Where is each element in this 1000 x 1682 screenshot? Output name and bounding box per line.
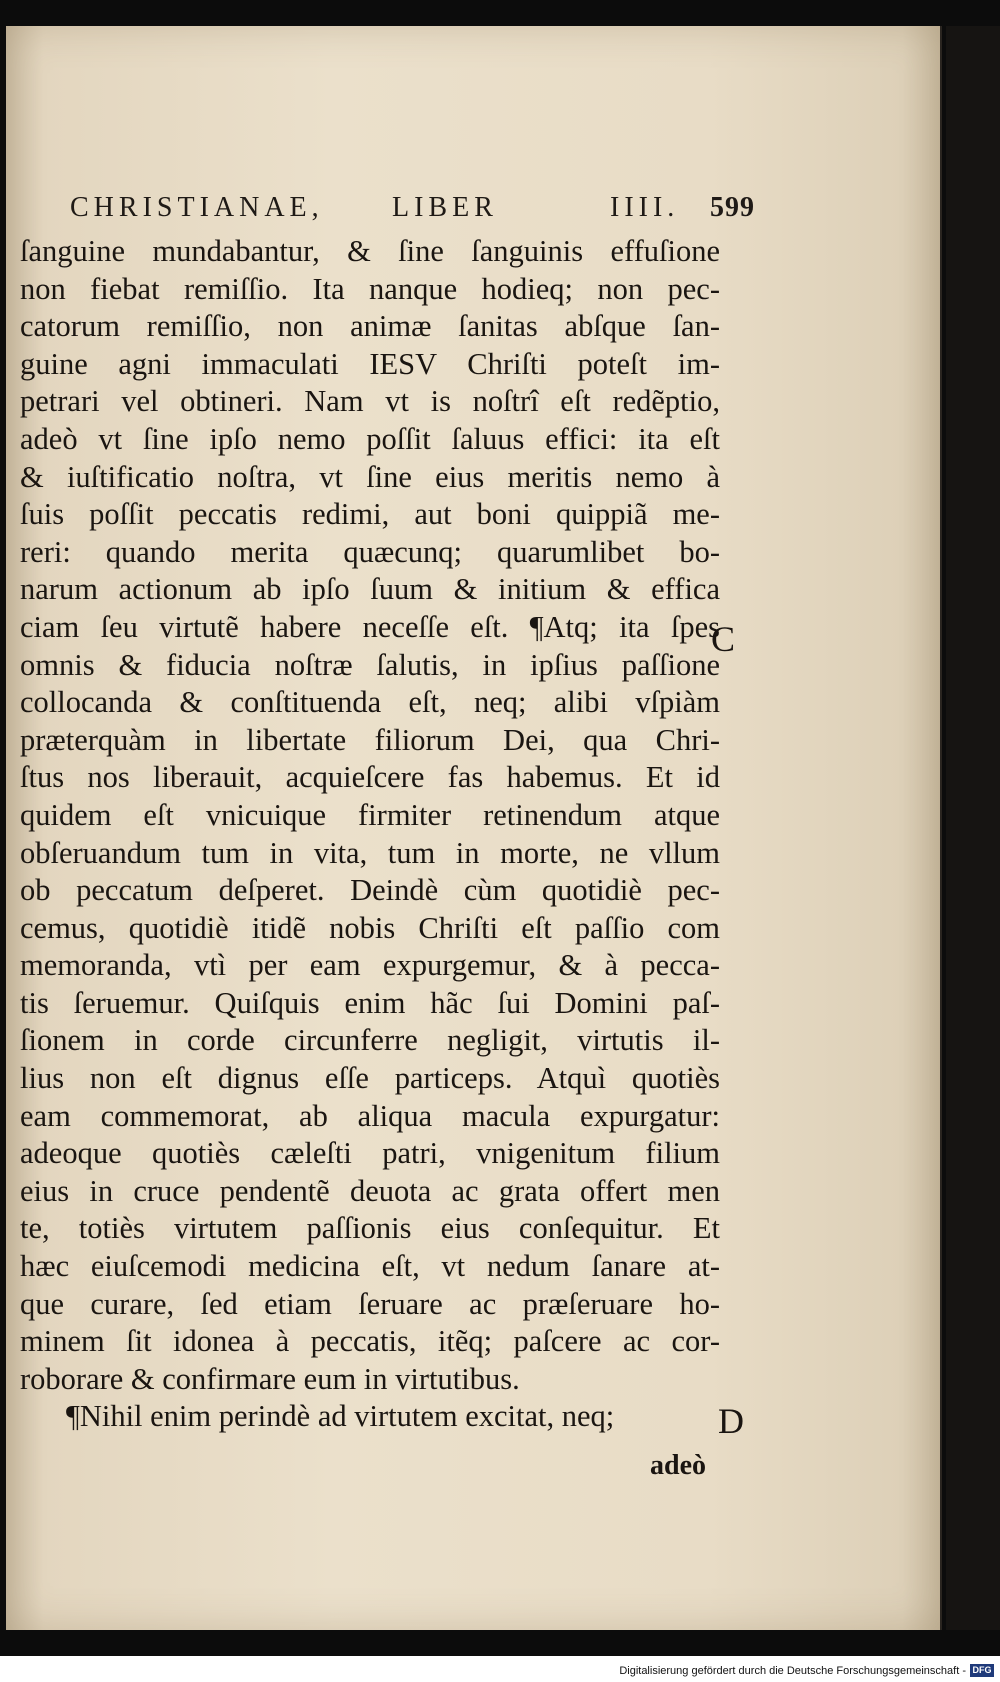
text-line: ſionem in corde circunferre negligit, virtutis il- [20, 1023, 720, 1058]
page-number: 599 [710, 192, 755, 223]
text-line: lius non eſt dignus eſſe particeps. Atquì quotiès [20, 1061, 720, 1096]
running-head-book-number: IIII. [610, 192, 680, 223]
text-line: que curare, ſed etiam ſeruare ac præſeruare ho- [20, 1286, 720, 1321]
text-line: eam commemorat, ab aliqua macula expurgatur: [20, 1098, 720, 1133]
text-line: ob peccatum deſperet. Deindè cùm quotidiè pec- [20, 873, 720, 908]
text-line: reri: quando merita quæcunq; quarumlibet bo- [20, 534, 720, 569]
running-head-liber: LIBER [392, 192, 498, 223]
text-line: memoranda, vtì per eam expurgemur, & à pecca- [20, 948, 720, 983]
running-head [70, 192, 760, 232]
text-line: ſuis poſſit peccatis redimi, aut boni quippiã me- [20, 497, 720, 532]
text-line: cemus, quotidiè itidẽ nobis Chriſti eſt paſſio com [20, 910, 720, 945]
dfg-logo: DFG [970, 1664, 994, 1677]
text-line: catorum remiſſio, non animæ ſanitas abſque ſan- [20, 309, 720, 344]
text-line: adeoque quotiès cæleſti patri, vnigenitum filium [20, 1136, 720, 1171]
text-line: non fiebat remiſſio. Ita nanque hodieq; non pec- [20, 271, 720, 306]
text-line: obſeruandum tum in vita, tum in morte, ne vllum [20, 835, 720, 870]
text-line: eius in cruce pendentẽ deuota ac grata offert men [20, 1173, 720, 1208]
text-line: adeò vt ſine ipſo nemo poſſit ſaluus effici: ita eſt [20, 421, 720, 456]
funding-credit: Digitalisierung gefördert durch die Deutsche Forschungsgemeinschaft - [619, 1665, 966, 1677]
text-line: narum actionum ab ipſo ſuum & initium & effica [20, 572, 720, 607]
book-page [6, 26, 942, 1630]
running-head-title: CHRISTIANAE, [70, 192, 324, 223]
text-line: ſtus nos liberauit, acquieſcere fas habemus. Et id [20, 760, 720, 795]
text-line: petrari vel obtineri. Nam vt is noſtrî eſt redẽptio, [20, 384, 720, 419]
text-line: quidem eſt vnicuique firmiter retinendum atque [20, 797, 720, 832]
text-line: & iuſtificatio noſtra, vt ſine eius meritis nemo à [20, 459, 720, 494]
catchword: adeò [650, 1450, 706, 1481]
text-line: ſanguine mundabantur, & ſine ſanguinis effuſione [20, 234, 720, 268]
text-line: omnis & fiducia noſtræ ſalutis, in ipſius paſſione [20, 647, 720, 682]
text-line: ciam ſeu virtutẽ habere neceſſe eſt. ¶Atq; ita ſpes [20, 609, 720, 644]
paragraph-start-line: ¶Nihil enim perindè ad virtutem excitat, neq; [66, 1399, 615, 1434]
margin-letter-d: D [718, 1401, 744, 1441]
text-line: tis ſeruemur. Quiſquis enim hãc ſui Domini paſ- [20, 985, 720, 1020]
text-line: præterquàm in libertate filiorum Dei, qua Chri- [20, 722, 720, 757]
text-line: collocanda & conſtituenda eſt, neq; alibi vſpiàm [20, 685, 720, 720]
text-line: hæc eiuſcemodi medicina eſt, vt nedum ſanare at- [20, 1249, 720, 1284]
body-text [20, 233, 720, 1436]
text-line: guine agni immaculati IESV Chriſti poteſt im- [20, 346, 720, 381]
text-line: te, totiès virtutem paſſionis eius conſequitur. Et [20, 1211, 720, 1246]
digitization-footer [0, 1656, 1000, 1682]
text-line: roborare & confirmare eum in virtutibus. [20, 1361, 520, 1396]
text-line: minem ſit idonea à peccatis, itẽq; paſcere ac cor- [20, 1324, 720, 1359]
scan-background-edge [946, 26, 1000, 1630]
margin-letter-c: C [711, 619, 736, 659]
